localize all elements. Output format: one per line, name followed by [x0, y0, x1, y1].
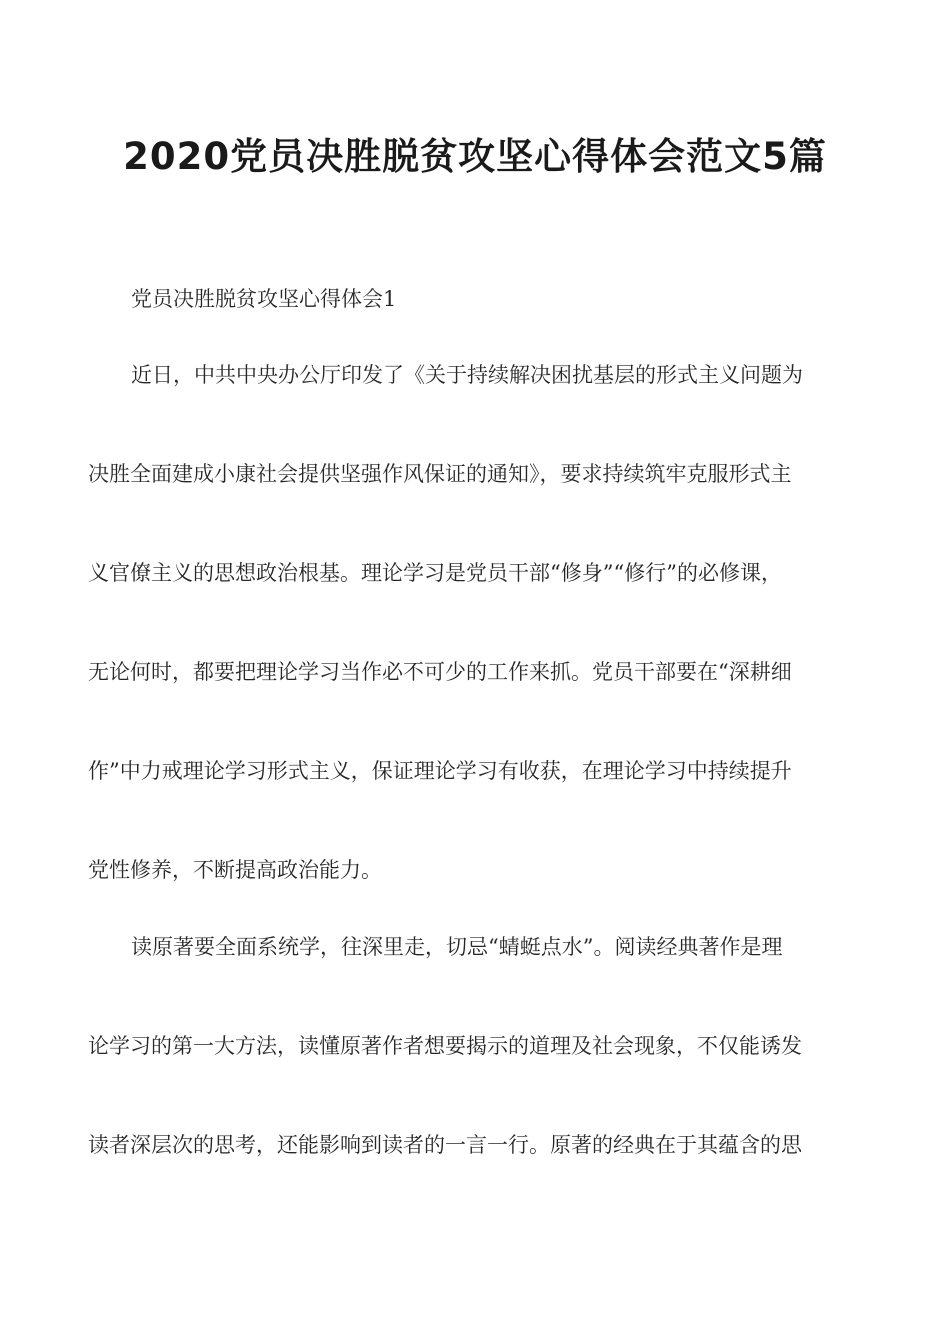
- paragraph-1-line-5: 作”中力戒理论学习形式主义，保证理论学习有收获，在理论学习中持续提升: [88, 759, 792, 783]
- paragraph-2-line-2: 论学习的第一大方法，读懂原著作者想要揭示的道理及社会现象，不仅能诱发: [88, 1034, 802, 1058]
- paragraph-1-line-6: 党性修养，不断提高政治能力。: [88, 858, 382, 882]
- document-title: 2020党员决胜脱贫攻坚心得体会范文5篇: [123, 135, 827, 178]
- paragraph-1-line-3: 义官僚主义的思想政治根基。理论学习是党员干部“修身”“修行”的必修课，: [88, 561, 782, 585]
- section-heading: 党员决胜脱贫攻坚心得体会1: [131, 287, 397, 311]
- paragraph-2-line-3: 读者深层次的思考，还能影响到读者的一言一行。原著的经典在于其蕴含的思: [88, 1133, 802, 1157]
- paragraph-1-line-2: 决胜全面建成小康社会提供坚强作风保证的通知》，要求持续筑牢克服形式主: [88, 462, 792, 486]
- paragraph-1-line-4: 无论何时，都要把理论学习当作必不可少的工作来抓。党员干部要在“深耕细: [88, 660, 792, 684]
- paragraph-1-line-1: 近日，中共中央办公厅印发了《关于持续解决困扰基层的形式主义问题为: [131, 363, 803, 387]
- paragraph-2-line-1: 读原著要全面系统学，往深里走，切忌“蜻蜓点水”。阅读经典著作是理: [131, 935, 783, 959]
